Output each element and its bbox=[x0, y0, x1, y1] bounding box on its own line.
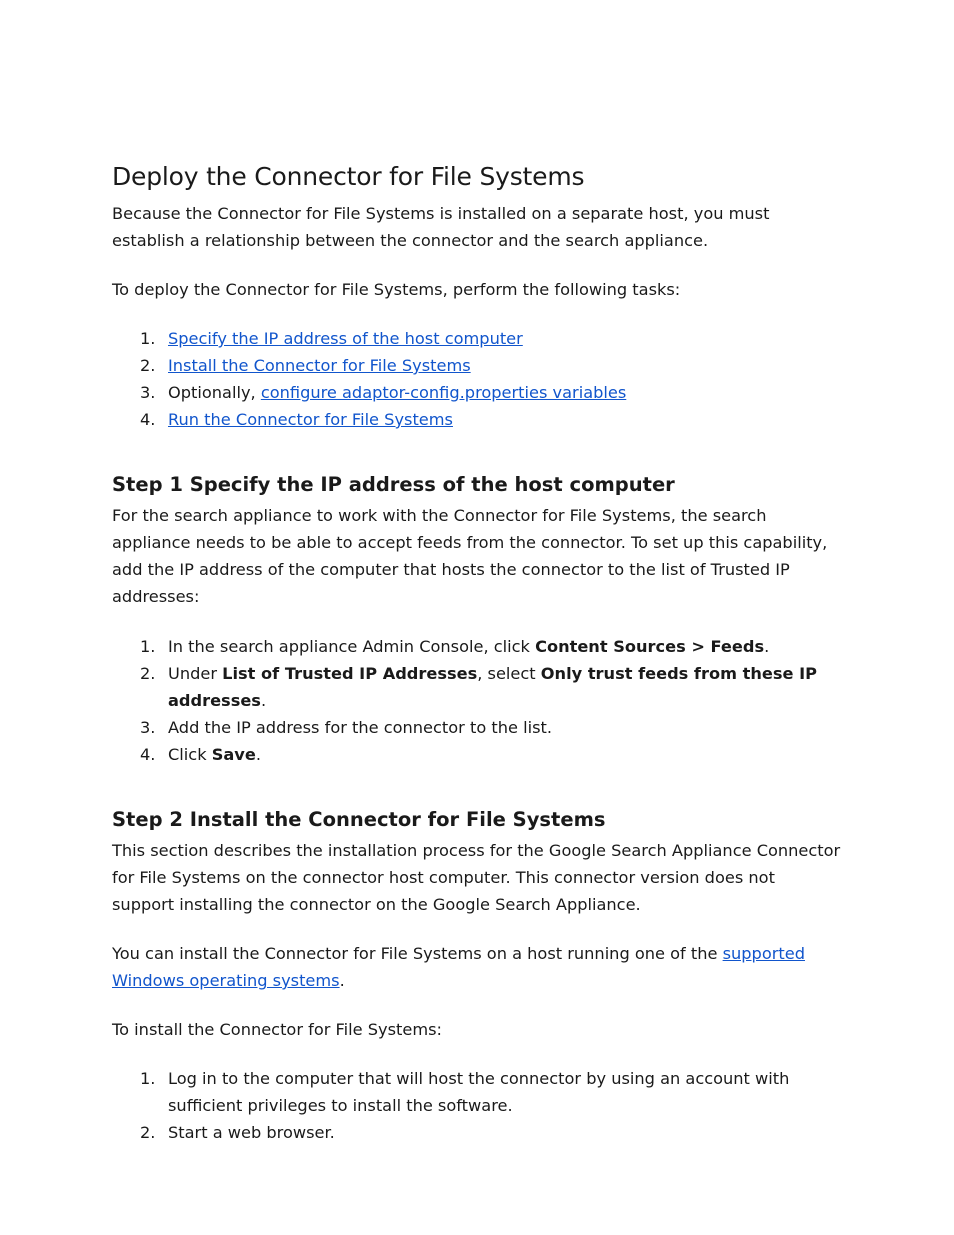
list-item bbox=[112, 714, 842, 741]
item-text: Under bbox=[168, 664, 223, 683]
task-prefix: Optionally, bbox=[168, 383, 261, 402]
item-text: Log in to the computer that will host the connector by using an account with sufficient privileges to install the software. bbox=[168, 1069, 790, 1115]
list-number: 4. bbox=[140, 410, 156, 429]
list-item bbox=[112, 406, 842, 433]
list-item bbox=[112, 325, 842, 352]
intro-paragraph: Because the Connector for File Systems is installed on a separate host, you must establish a relationship between the connector and the search appliance. bbox=[112, 204, 770, 250]
list-number: 2. bbox=[140, 356, 156, 375]
ui-term: Content Sources > Feeds bbox=[535, 637, 765, 656]
list-item bbox=[112, 633, 842, 660]
list-item bbox=[112, 660, 842, 714]
list-item bbox=[112, 1065, 842, 1119]
tasks-lead: To deploy the Connector for File Systems, perform the following tasks: bbox=[112, 280, 681, 299]
supported-end: . bbox=[339, 971, 345, 990]
step2-list bbox=[112, 1065, 842, 1146]
list-number: 1. bbox=[140, 637, 156, 656]
item-text: , select bbox=[477, 664, 541, 683]
list-item bbox=[112, 741, 842, 768]
install-lead: To install the Connector for File Systems: bbox=[112, 1020, 443, 1039]
item-text: Add the IP address for the connector to the list. bbox=[168, 718, 552, 737]
list-number: 1. bbox=[140, 1069, 156, 1088]
list-number: 2. bbox=[140, 664, 156, 683]
item-text: Start a web browser. bbox=[168, 1123, 335, 1142]
item-text: Click bbox=[168, 745, 212, 764]
step1-body: For the search appliance to work with the Connector for File Systems, the search appliance needs to be able to accept feeds from the connector. To set up this capability, add the IP address of the computer that hosts the connector to the list of Trusted IP addresses: bbox=[112, 506, 828, 606]
list-item bbox=[112, 1119, 842, 1146]
item-text: . bbox=[255, 745, 261, 764]
tasks-list bbox=[112, 325, 842, 433]
task-link-run[interactable]: Run the Connector for File Systems bbox=[168, 410, 453, 429]
supported-os-link[interactable]: supported Windows operating systems bbox=[112, 944, 805, 990]
item-text: . bbox=[260, 691, 267, 710]
task-link-configure[interactable]: configure adaptor-config.properties variables bbox=[260, 383, 627, 402]
page-title: Deploy the Connector for File Systems bbox=[112, 162, 585, 191]
step1-heading: Step 1 Specify the IP address of the host computer bbox=[112, 473, 675, 496]
list-number: 4. bbox=[140, 745, 156, 764]
ui-term: Save bbox=[211, 745, 256, 764]
document-page bbox=[112, 160, 842, 1146]
supported-os-paragraph bbox=[112, 940, 842, 994]
step2-heading: Step 2 Install the Connector for File Systems bbox=[112, 808, 606, 831]
supported-lead: You can install the Connector for File Systems on a host running one of the bbox=[112, 944, 723, 963]
list-number: 3. bbox=[140, 383, 156, 402]
list-number: 1. bbox=[140, 329, 156, 348]
list-number: 3. bbox=[140, 718, 156, 737]
item-text: In the search appliance Admin Console, click bbox=[168, 637, 536, 656]
ui-term: Only trust feeds from these IP addresses bbox=[168, 664, 817, 710]
list-item bbox=[112, 352, 842, 379]
list-item bbox=[112, 379, 842, 406]
task-link-specify-ip[interactable]: Specify the IP address of the host computer bbox=[168, 329, 523, 348]
step1-list bbox=[112, 633, 842, 768]
task-link-install[interactable]: Install the Connector for File Systems bbox=[168, 356, 471, 375]
step2-body: This section describes the installation process for the Google Search Appliance Connector for File Systems on the connector host computer. This connector version does not support installing the connector on the Google Search Appliance. bbox=[112, 841, 841, 914]
ui-term: List of Trusted IP Addresses bbox=[222, 664, 478, 683]
list-number: 2. bbox=[140, 1123, 156, 1142]
item-text: . bbox=[764, 637, 770, 656]
